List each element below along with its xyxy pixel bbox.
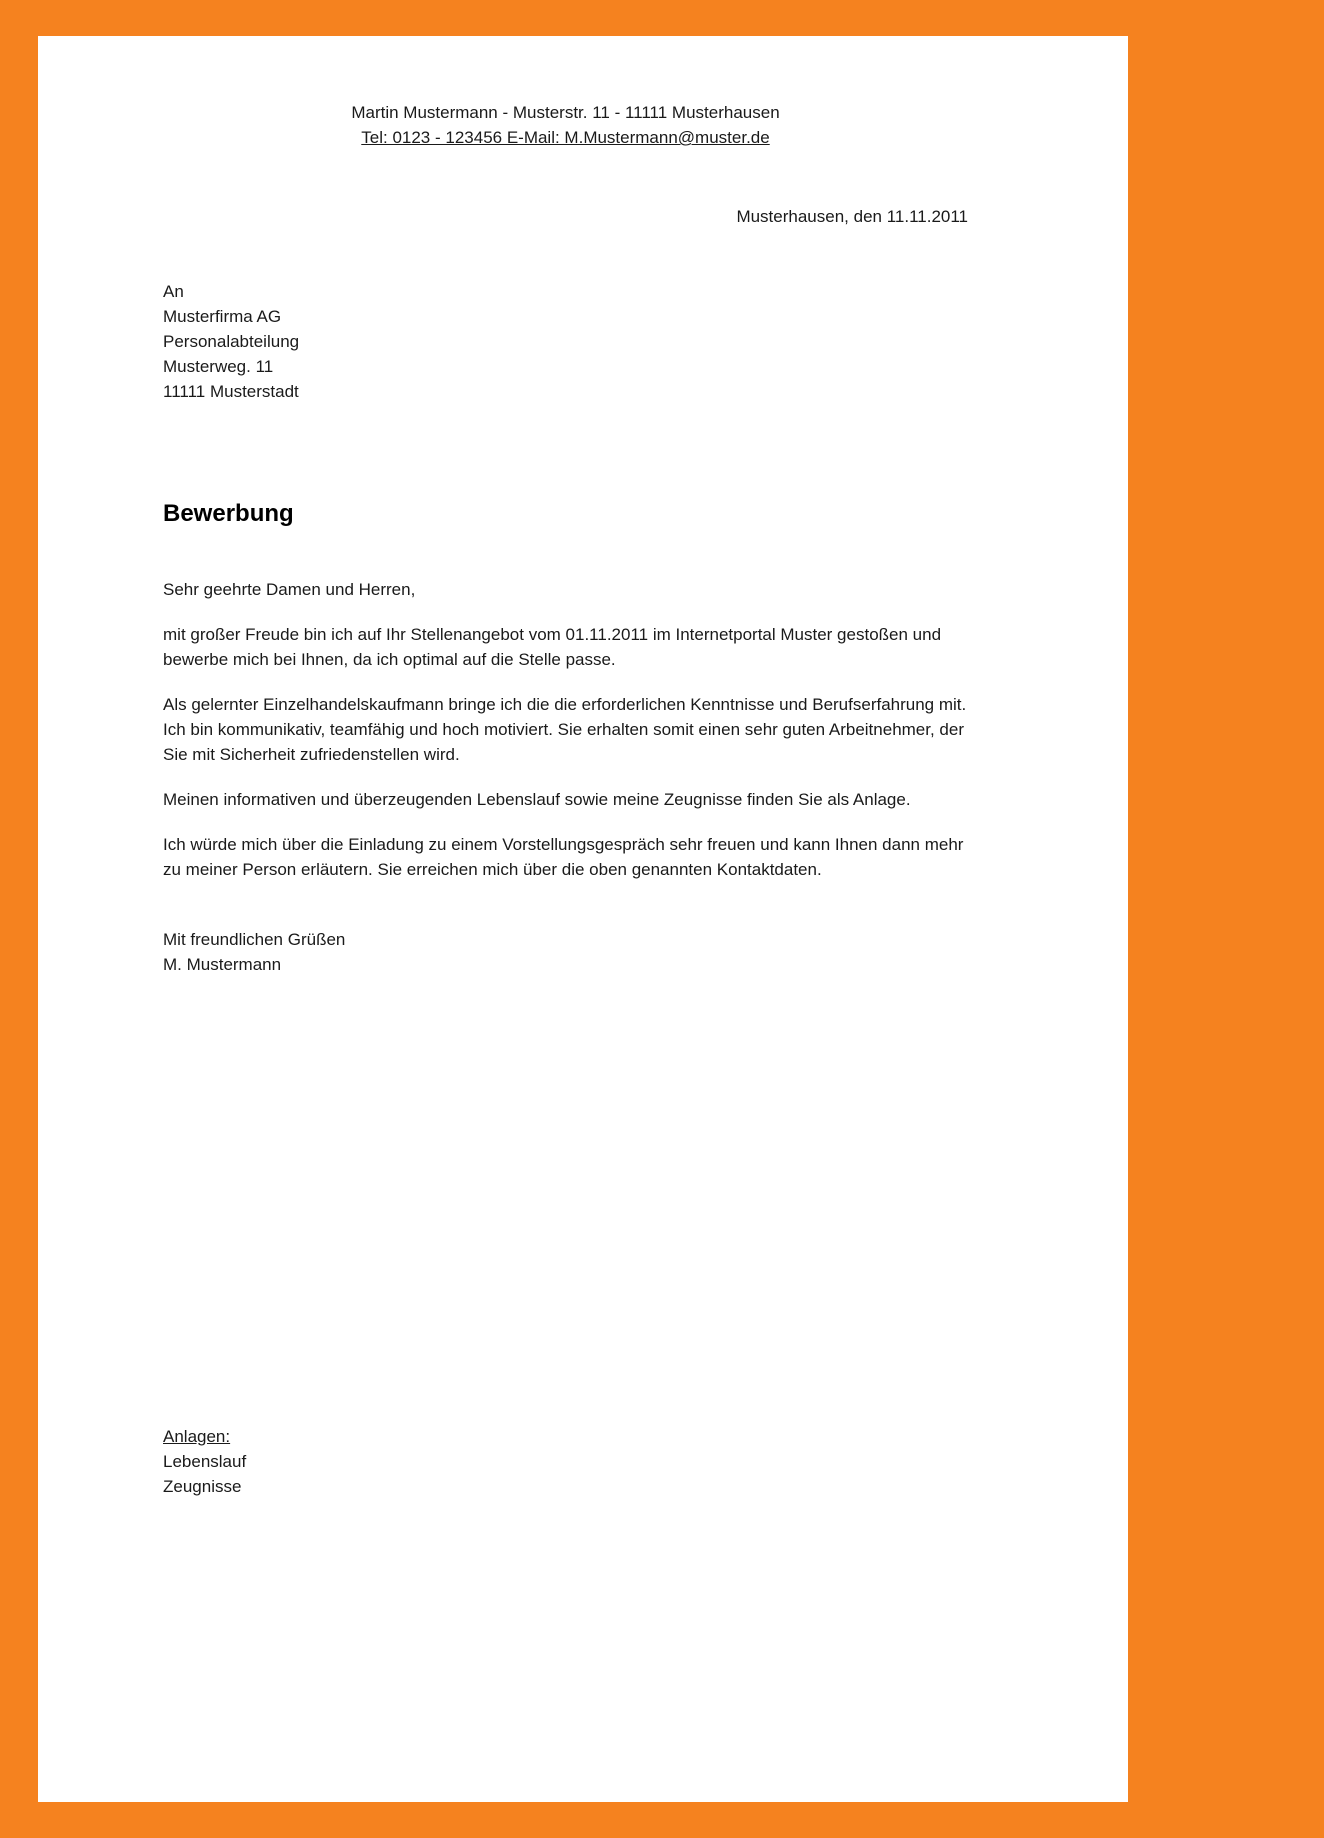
recipient-line: Musterweg. 11 <box>163 357 274 376</box>
sender-contact-line: Tel: 0123 - 123456 E-Mail: M.Mustermann@muster.de <box>361 128 770 147</box>
letter-content <box>38 36 1128 977</box>
letter-page <box>38 36 1128 1802</box>
attachments-label: Anlagen: <box>163 1427 231 1446</box>
recipient-line: 11111 Musterstadt <box>163 382 299 401</box>
date-line: Musterhausen, den 11.11.2011 <box>736 207 968 226</box>
closing-block <box>163 927 968 977</box>
recipient-block <box>163 279 968 404</box>
recipient-line: An <box>163 282 184 301</box>
recipient-line: Personalabteilung <box>163 332 300 351</box>
salutation: Sehr geehrte Damen und Herren, <box>163 580 416 599</box>
body-paragraph: Als gelernter Einzelhandelskaufmann bringe ich die die erforderlichen Kenntnisse und Berufserfahrung mit. Ich bin kommunikativ, teamfähig und hoch motiviert. Sie erhalten somit einen sehr guten Arbeitnehmer, der Sie mit Sicherheit zufriedenstellen wird. <box>163 695 967 764</box>
attachment-item: Lebenslauf <box>163 1452 247 1471</box>
closing-regards: Mit freundlichen Grüßen <box>163 930 346 949</box>
recipient-line: Musterfirma AG <box>163 307 282 326</box>
body-paragraph: mit großer Freude bin ich auf Ihr Stellenangebot vom 01.11.2011 im Internetportal Muster gestoßen und bewerbe mich bei Ihnen, da ich optimal auf die Stelle passe. <box>163 625 942 669</box>
attachments-block <box>163 1424 246 1499</box>
subject-heading: Bewerbung <box>163 500 294 527</box>
body-paragraph: Ich würde mich über die Einladung zu einem Vorstellungsgespräch sehr freuen und kann Ihnen dann mehr zu meiner Person erläutern. Sie erreichen mich über die oben genannten Kontaktdaten. <box>163 835 964 879</box>
signature-name: M. Mustermann <box>163 955 282 974</box>
sender-header <box>163 100 968 150</box>
attachment-item: Zeugnisse <box>163 1477 242 1496</box>
body-paragraph: Meinen informativen und überzeugenden Lebenslauf sowie meine Zeugnisse finden Sie als Anlage. <box>163 790 911 809</box>
sender-address-line: Martin Mustermann - Musterstr. 11 - 11111 Musterhausen <box>351 103 780 122</box>
